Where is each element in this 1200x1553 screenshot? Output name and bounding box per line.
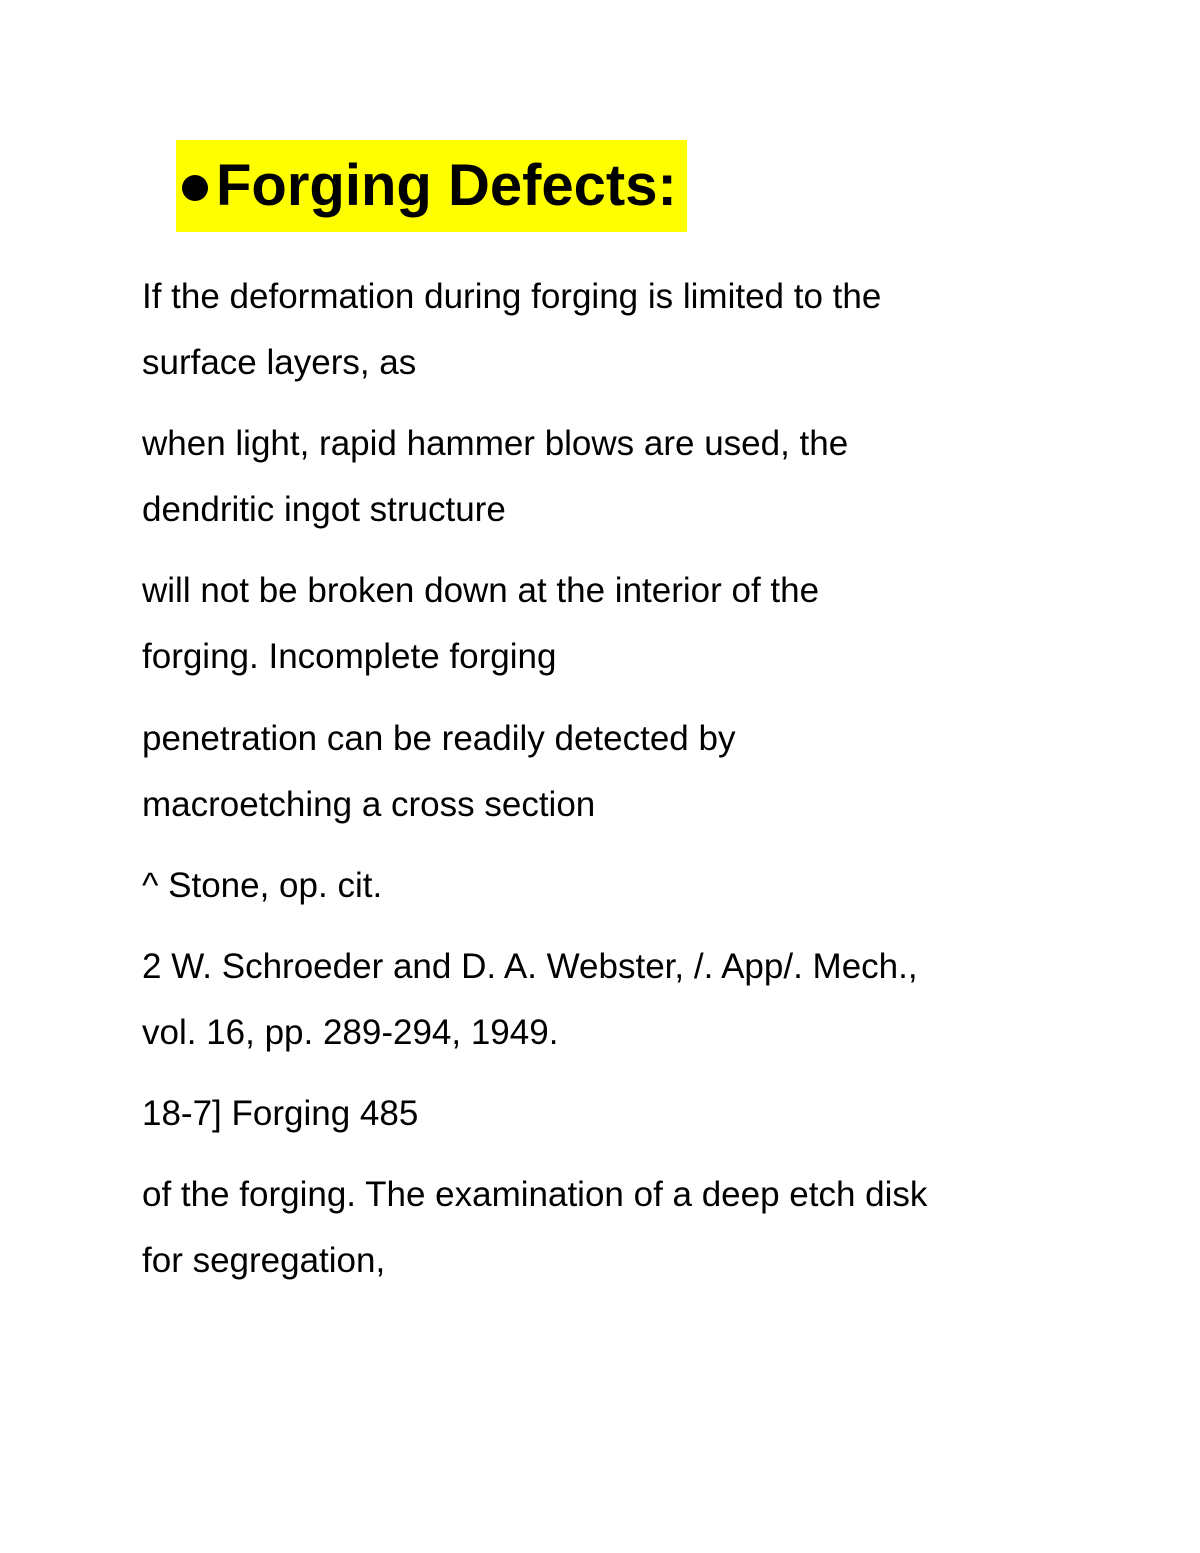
- section-heading: [176, 140, 687, 232]
- paragraph: [142, 1162, 1102, 1294]
- bullet-icon: [182, 175, 208, 201]
- paragraph: [142, 1081, 1102, 1147]
- text-line: ^ Stone, op. cit.: [142, 866, 383, 905]
- text-line: when light, rapid hammer blows are used, the: [142, 424, 849, 463]
- text-line: vol. 16, pp. 289-294, 1949.: [142, 1013, 559, 1052]
- text-line: dendritic ingot structure: [142, 490, 506, 529]
- paragraph: [142, 853, 1102, 919]
- text-line: macroetching a cross section: [142, 785, 596, 824]
- text-line: will not be broken down at the interior of the: [142, 571, 820, 610]
- text-line: for segregation,: [142, 1241, 386, 1280]
- paragraph: [142, 411, 1102, 543]
- text-line: forging. Incomplete forging: [142, 637, 557, 676]
- text-line: penetration can be readily detected by: [142, 719, 736, 758]
- heading-text: Forging Defects:: [216, 153, 677, 218]
- text-line: If the deformation during forging is limited to the: [142, 277, 882, 316]
- paragraph: [142, 264, 1102, 396]
- paragraph: [142, 934, 1102, 1066]
- text-line: 2 W. Schroeder and D. A. Webster, /. App/. Mech.,: [142, 947, 918, 986]
- paragraph: [142, 706, 1102, 838]
- text-line: 18-7] Forging 485: [142, 1094, 419, 1133]
- text-line: surface layers, as: [142, 343, 417, 382]
- text-line: of the forging. The examination of a deep etch disk: [142, 1175, 928, 1214]
- paragraph: [142, 558, 1102, 690]
